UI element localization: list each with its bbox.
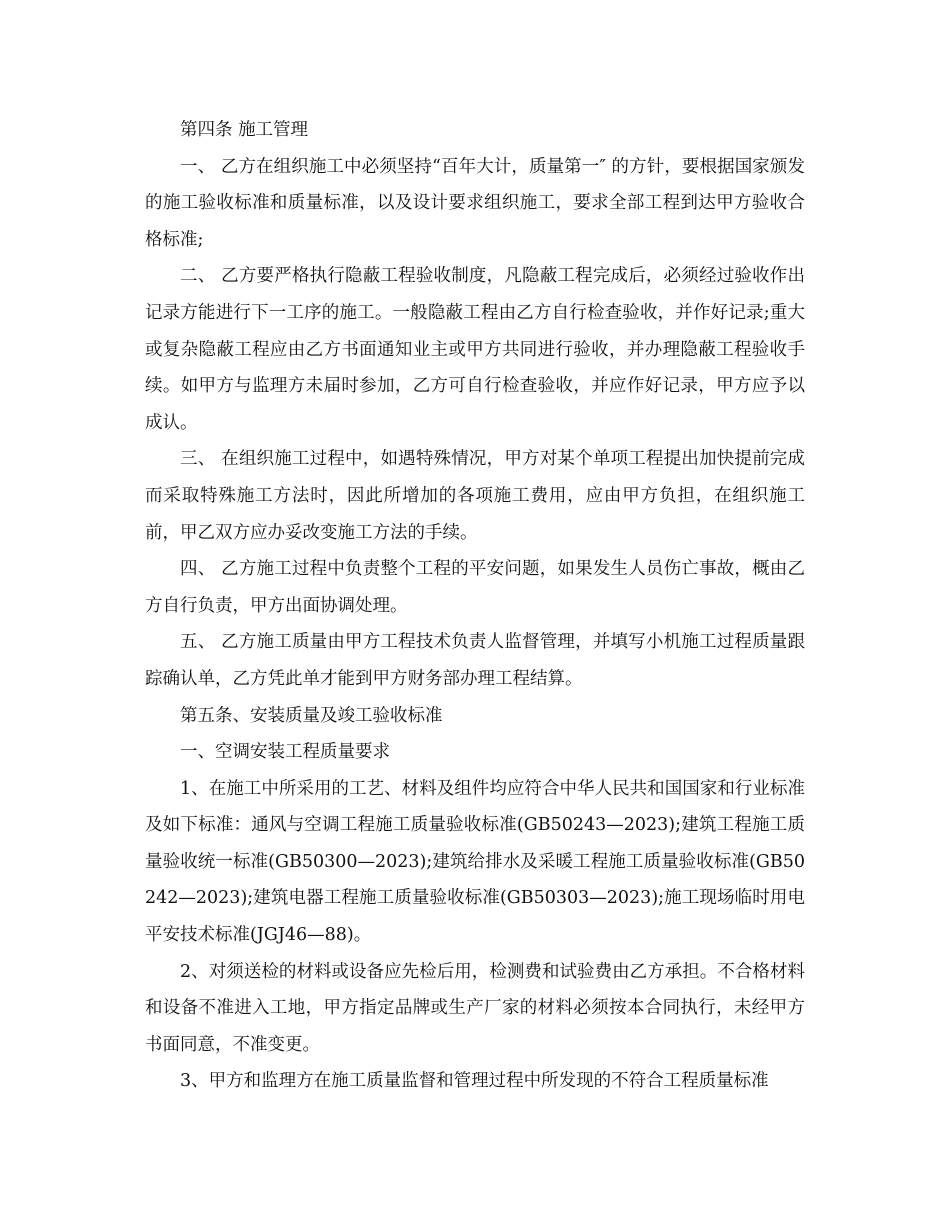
- section-1-item-1: 1、在施工中所采用的工艺、材料及组件均应符合中华人民共和国国家和行业标准及如下标准：通风与空调工程施工质量验收标准(GB50243—2023);建筑工程施工质量验收统一标准(GB50300—2023);建筑给排水及采暖工程施工质量验收标准(GB50242—2023);建筑电器工程施工质量验收标准(GB50303—2023);施工现场临时用电平安技术标准(JGJ46—88)。: [145, 778, 805, 946]
- section-1-heading: 一、空调安装工程质量要求: [180, 742, 390, 763]
- article-4-clause-2: 二、 乙方要严格执行隐蔽工程验收制度，凡隐蔽工程完成后，必须经过验收作出记录方能进行下一工序的施工。一般隐蔽工程由乙方自行检查验收，并作好记录;重大或复杂隐蔽工程应由乙方书面通知业主或甲方共同进行验收，并办理隐蔽工程验收手续。如甲方与监理方未届时参加，乙方可自行检查验收，并应作好记录，甲方应予以成认。: [145, 266, 805, 433]
- document-page: [145, 112, 805, 1100]
- article-5-heading: 第五条、安装质量及竣工验收标准: [180, 705, 443, 726]
- article-4-heading: 第四条 施工管理: [180, 120, 309, 140]
- article-4-clause-1: 一、 乙方在组织施工中必须坚持“百年大计，质量第一″ 的方针，要根据国家颁发的施工验收标准和质量标准，以及设计要求组织施工，要求全部工程到达甲方验收合格标准;: [145, 156, 805, 250]
- article-4-clause-4: 四、 乙方施工过程中负责整个工程的平安问题，如果发生人员伤亡事故，概由乙方自行负责，甲方出面协调处理。: [145, 559, 805, 616]
- section-1-item-3: 3、甲方和监理方在施工质量监督和管理过程中所发现的不符合工程质量标准: [180, 1071, 769, 1092]
- article-4-clause-5: 五、 乙方施工质量由甲方工程技术负责人监督管理，并填写小机施工过程质量跟踪确认单，乙方凭此单才能到甲方财务部办理工程结算。: [145, 632, 805, 689]
- article-4-clause-3: 三、 在组织施工过程中，如遇特殊情况，甲方对某个单项工程提出加快提前完成而采取特殊施工方法时，因此所增加的各项施工费用，应由甲方负担，在组织施工前，甲乙双方应办妥改变施工方法的手续。: [145, 449, 805, 543]
- section-1-item-2: 2、对须送检的材料或设备应先检后用，检测费和试验费由乙方承担。不合格材料和设备不准进入工地，甲方指定品牌或生产厂家的材料必须按本合同执行，未经甲方书面同意，不准变更。: [145, 961, 805, 1055]
